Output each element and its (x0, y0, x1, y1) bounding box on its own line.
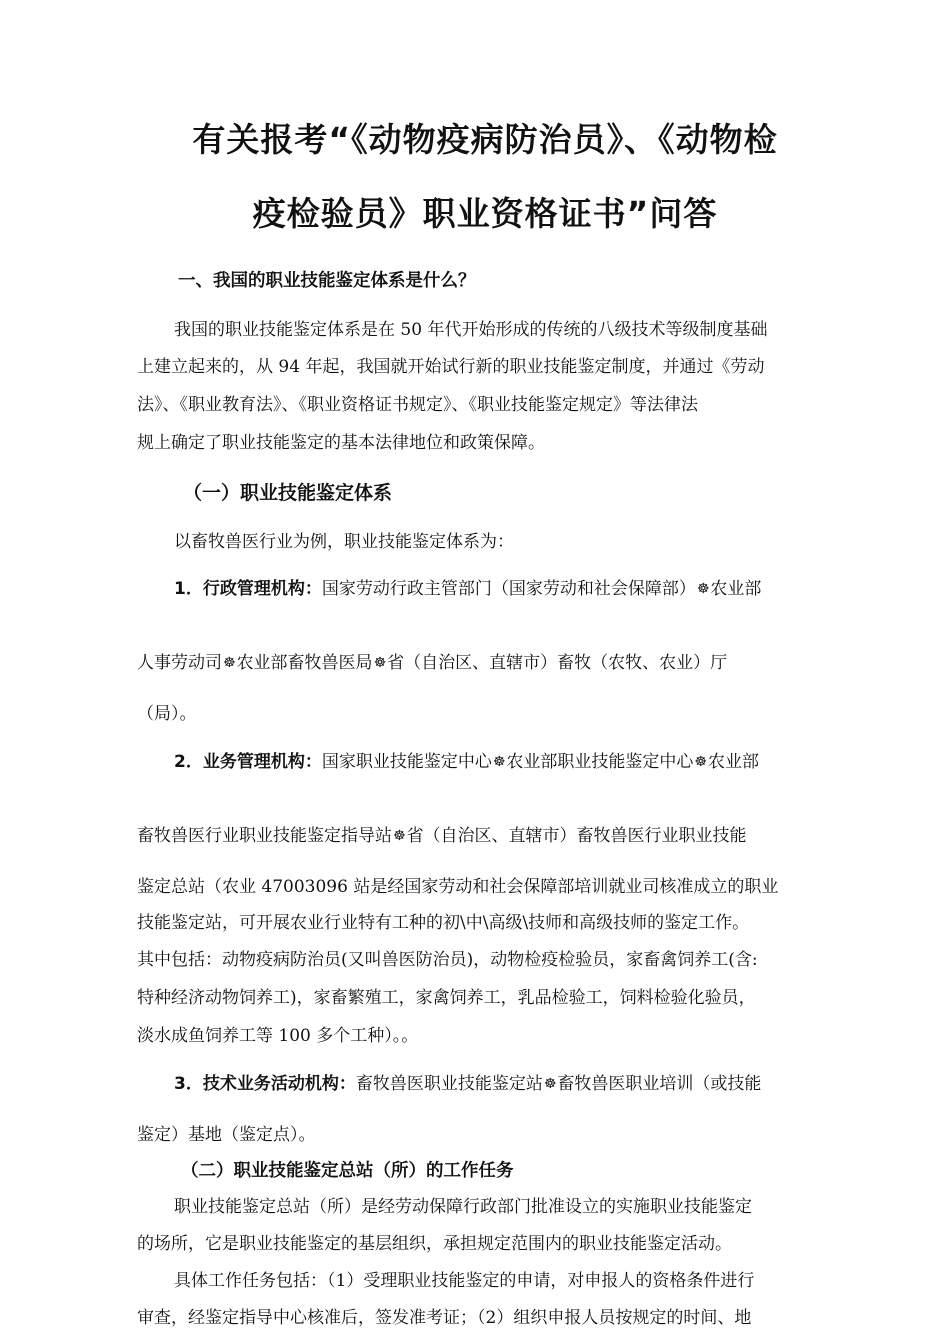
item-2-text: 农业部 (707, 752, 759, 772)
arrow-icon: ☸ (694, 754, 707, 770)
document-title-line-2: 疫检验员》职业资格证书”问答 (252, 194, 718, 233)
arrow-icon: ☸ (492, 754, 506, 770)
item-2-line: 其中包括：动物疫病防治员(又叫兽医防治员)，动物检疫检验员，家畜禽饲养工(含: (137, 950, 758, 970)
item-1-line-3: （局）。 (137, 704, 197, 724)
section-1-paragraph-line: 上建立起来的，从 94 年起，我国就开始试行新的职业技能鉴定制度，并通过《劳动 (137, 357, 765, 377)
item-3-line-2: 鉴定）基地（鉴定点）。 (137, 1125, 316, 1145)
item-2-line-1 (174, 754, 759, 771)
item-2-line: 鉴定总站（农业 47003096 站是经国家劳动和社会保障部培训就业司核准成立的职业 (137, 877, 779, 897)
subsection-1-heading: （一）职业技能鉴定体系 (183, 482, 393, 504)
subsection-2-paragraph-line: 审查，经鉴定指导中心核准后，签发准考证；（2）组织申报人员按规定的时间、地 (137, 1308, 752, 1328)
section-1-paragraph-line: 规上确定了职业技能鉴定的基本法律地位和政策保障。 (137, 433, 545, 453)
subsection-2-paragraph-line: 具体工作任务包括：（1）受理职业技能鉴定的申请，对申报人的资格条件进行 (174, 1271, 755, 1291)
subsection-2-paragraph-line: 的场所，它是职业技能鉴定的基层组织，承担规定范围内的职业技能鉴定活动。 (137, 1234, 732, 1254)
item-2-line: 淡水成鱼饲养工等 100 多个工种）。。 (137, 1026, 419, 1046)
arrow-icon: ☸ (223, 655, 236, 671)
section-1-heading: 一、我国的职业技能鉴定体系是什么？ (178, 271, 476, 291)
item-3-text: 畜牧兽医职业培训（或技能 (557, 1074, 762, 1094)
arrow-icon: ☸ (393, 828, 406, 844)
item-2-label: 2．业务管理机构： (174, 752, 322, 772)
item-1-text: 省（自治区、直辖市）畜牧（农牧、农业）厅 (387, 653, 728, 673)
item-2-text: 省（自治区、直辖市）畜牧兽医行业职业技能 (406, 826, 747, 846)
item-1-line-1 (174, 581, 761, 598)
item-2-line: 特种经济动物饲养工)，家畜繁殖工，家禽饲养工，乳品检验工，饲料检验化验员， (137, 988, 756, 1008)
subsection-2-heading: （二）职业技能鉴定总站（所）的工作任务 (181, 1161, 514, 1181)
item-2-line-2 (137, 828, 747, 845)
item-2-text: 国家职业技能鉴定中心 (321, 752, 492, 772)
section-1-paragraph-line: 法》、《职业教育法》、《职业资格证书规定》、《职业技能鉴定规定》等法律法 (137, 395, 698, 415)
item-3-line-1 (174, 1076, 761, 1093)
document-title-line-1: 有关报考“《动物疫病防治员》、《动物检 (192, 120, 778, 159)
item-1-text: 农业部 (710, 579, 762, 599)
item-1-label: 1．行政管理机构： (174, 579, 322, 599)
item-3-label: 3．技术业务活动机构： (174, 1074, 356, 1094)
item-3-text: 畜牧兽医职业技能鉴定站 (355, 1074, 543, 1094)
subsection-2-paragraph-line: 职业技能鉴定总站（所）是经劳动保障行政部门批准设立的实施职业技能鉴定 (174, 1197, 752, 1217)
item-2-line: 技能鉴定站，可开展农业行业特有工种的初\中\高级\技师和高级技师的鉴定工作。 (137, 913, 750, 933)
item-1-text: 国家劳动行政主管部门（国家劳动和社会保障部） (321, 579, 696, 599)
arrow-icon: ☸ (696, 581, 710, 597)
item-1-text: 人事劳动司 (137, 653, 222, 673)
section-1-paragraph-line: 我国的职业技能鉴定体系是在 50 年代开始形成的传统的八级技术等级制度基础 (174, 320, 768, 340)
item-1-line-2 (137, 655, 727, 672)
item-2-text: 农业部职业技能鉴定中心 (506, 752, 694, 772)
item-1-text: 农业部畜牧兽医局 (236, 653, 373, 673)
subsection-1-intro: 以畜牧兽医行业为例，职业技能鉴定体系为： (174, 532, 514, 552)
arrow-icon: ☸ (373, 655, 387, 671)
arrow-icon: ☸ (543, 1076, 557, 1092)
item-2-text: 畜牧兽医行业职业技能鉴定指导站 (137, 826, 392, 846)
